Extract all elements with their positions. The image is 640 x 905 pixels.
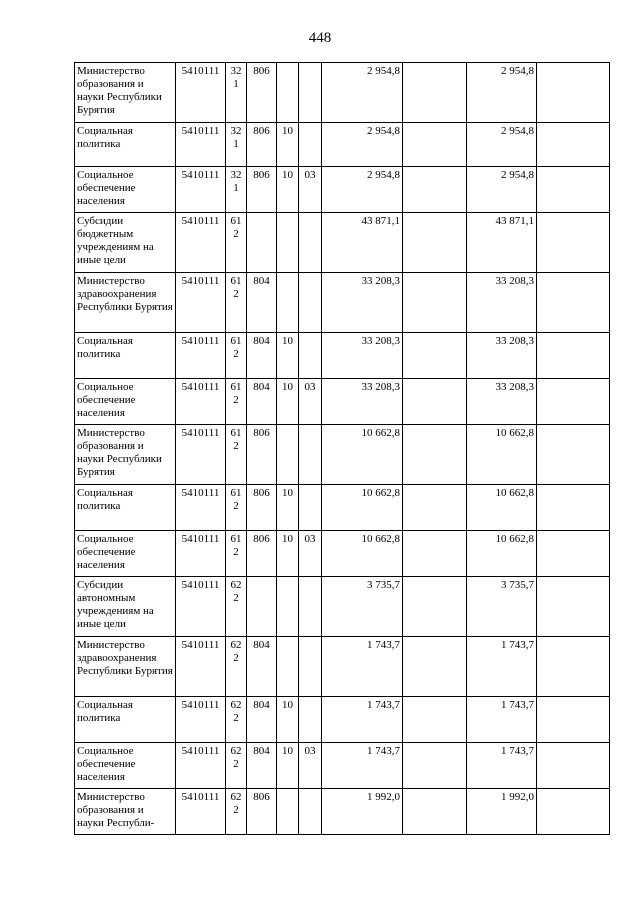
row-amount-4	[537, 333, 610, 379]
row-vr: 622	[226, 697, 247, 743]
row-gr: 806	[247, 167, 277, 213]
row-code: 5410111	[176, 213, 226, 273]
row-gr: 804	[247, 333, 277, 379]
row-gr: 804	[247, 743, 277, 789]
row-rz	[277, 213, 299, 273]
table-row	[75, 485, 610, 531]
row-amount-1: 10 662,8	[322, 485, 403, 531]
row-code: 5410111	[176, 577, 226, 637]
row-gr: 806	[247, 63, 277, 123]
table-row	[75, 577, 610, 637]
row-pr	[299, 273, 322, 333]
row-code: 5410111	[176, 63, 226, 123]
row-code: 5410111	[176, 123, 226, 167]
row-amount-2	[403, 577, 467, 637]
table-row	[75, 531, 610, 577]
table-row	[75, 123, 610, 167]
row-pr: 03	[299, 167, 322, 213]
row-amount-3: 10 662,8	[467, 425, 537, 485]
table-row	[75, 63, 610, 123]
row-vr: 321	[226, 123, 247, 167]
row-amount-1: 33 208,3	[322, 333, 403, 379]
row-amount-4	[537, 123, 610, 167]
row-amount-2	[403, 485, 467, 531]
row-amount-3: 33 208,3	[467, 273, 537, 333]
row-gr: 806	[247, 789, 277, 835]
row-amount-2	[403, 743, 467, 789]
row-amount-2	[403, 697, 467, 743]
row-amount-2	[403, 213, 467, 273]
row-amount-2	[403, 333, 467, 379]
row-pr	[299, 637, 322, 697]
row-rz	[277, 637, 299, 697]
row-rz: 10	[277, 743, 299, 789]
row-vr: 622	[226, 789, 247, 835]
row-pr	[299, 213, 322, 273]
row-pr: 03	[299, 379, 322, 425]
row-vr: 612	[226, 273, 247, 333]
row-amount-4	[537, 379, 610, 425]
page-number: 448	[308, 30, 332, 46]
row-vr: 321	[226, 63, 247, 123]
row-code: 5410111	[176, 379, 226, 425]
row-vr: 321	[226, 167, 247, 213]
row-pr	[299, 577, 322, 637]
row-pr	[299, 485, 322, 531]
row-rz	[277, 273, 299, 333]
row-amount-2	[403, 123, 467, 167]
row-amount-3: 43 871,1	[467, 213, 537, 273]
table-row	[75, 213, 610, 273]
row-vr: 622	[226, 577, 247, 637]
row-rz	[277, 63, 299, 123]
row-code: 5410111	[176, 743, 226, 789]
row-amount-1: 3 735,7	[322, 577, 403, 637]
row-amount-4	[537, 425, 610, 485]
row-code: 5410111	[176, 333, 226, 379]
row-vr: 622	[226, 637, 247, 697]
table-row	[75, 167, 610, 213]
row-name: Социальная политика	[75, 485, 176, 531]
row-name: Социальное обеспечение населения	[75, 167, 176, 213]
row-amount-4	[537, 577, 610, 637]
row-amount-1: 2 954,8	[322, 63, 403, 123]
table-row	[75, 789, 610, 835]
row-pr	[299, 697, 322, 743]
row-amount-1: 43 871,1	[322, 213, 403, 273]
row-amount-4	[537, 789, 610, 835]
row-vr: 612	[226, 333, 247, 379]
row-name: Министерство образования и науки Республи-	[75, 789, 176, 835]
row-rz: 10	[277, 697, 299, 743]
row-amount-3: 2 954,8	[467, 167, 537, 213]
row-amount-3: 10 662,8	[467, 531, 537, 577]
row-pr	[299, 123, 322, 167]
row-amount-3: 1 743,7	[467, 743, 537, 789]
row-amount-4	[537, 167, 610, 213]
row-amount-4	[537, 637, 610, 697]
row-pr	[299, 333, 322, 379]
row-name: Социальная политика	[75, 123, 176, 167]
row-amount-4	[537, 213, 610, 273]
table-row	[75, 379, 610, 425]
row-name: Социальное обеспечение населения	[75, 743, 176, 789]
row-gr: 806	[247, 123, 277, 167]
row-name: Социальная политика	[75, 333, 176, 379]
row-rz: 10	[277, 123, 299, 167]
row-vr: 612	[226, 425, 247, 485]
table-row	[75, 637, 610, 697]
table-row	[75, 333, 610, 379]
row-amount-3: 33 208,3	[467, 333, 537, 379]
row-rz: 10	[277, 333, 299, 379]
row-amount-1: 1 743,7	[322, 637, 403, 697]
row-gr	[247, 577, 277, 637]
table-row	[75, 697, 610, 743]
row-amount-2	[403, 273, 467, 333]
row-rz: 10	[277, 167, 299, 213]
row-amount-4	[537, 273, 610, 333]
row-pr	[299, 425, 322, 485]
table-row	[75, 743, 610, 789]
row-amount-2	[403, 425, 467, 485]
row-vr: 612	[226, 379, 247, 425]
row-amount-3: 3 735,7	[467, 577, 537, 637]
row-gr: 806	[247, 485, 277, 531]
row-amount-3: 1 743,7	[467, 637, 537, 697]
row-name: Субсидии автономным учреждениям на иные цели	[75, 577, 176, 637]
row-gr: 804	[247, 697, 277, 743]
row-gr: 804	[247, 273, 277, 333]
row-code: 5410111	[176, 167, 226, 213]
row-code: 5410111	[176, 485, 226, 531]
row-pr: 03	[299, 743, 322, 789]
row-rz	[277, 577, 299, 637]
row-amount-4	[537, 531, 610, 577]
row-amount-2	[403, 789, 467, 835]
row-code: 5410111	[176, 273, 226, 333]
row-amount-2	[403, 531, 467, 577]
row-amount-3: 33 208,3	[467, 379, 537, 425]
row-amount-1: 1 992,0	[322, 789, 403, 835]
row-rz: 10	[277, 531, 299, 577]
row-gr: 806	[247, 425, 277, 485]
row-amount-2	[403, 379, 467, 425]
row-name: Министерство образования и науки Республики Бурятия	[75, 425, 176, 485]
row-pr	[299, 789, 322, 835]
row-vr: 612	[226, 485, 247, 531]
row-code: 5410111	[176, 425, 226, 485]
row-name: Социальное обеспечение населения	[75, 379, 176, 425]
row-code: 5410111	[176, 531, 226, 577]
row-vr: 612	[226, 213, 247, 273]
row-vr: 612	[226, 531, 247, 577]
row-amount-1: 1 743,7	[322, 697, 403, 743]
row-amount-4	[537, 743, 610, 789]
row-amount-2	[403, 637, 467, 697]
row-amount-4	[537, 485, 610, 531]
row-gr: 806	[247, 531, 277, 577]
row-rz: 10	[277, 485, 299, 531]
row-rz	[277, 425, 299, 485]
row-amount-4	[537, 697, 610, 743]
row-code: 5410111	[176, 789, 226, 835]
row-name: Социальное обеспечение населения	[75, 531, 176, 577]
row-vr: 622	[226, 743, 247, 789]
row-amount-4	[537, 63, 610, 123]
row-rz: 10	[277, 379, 299, 425]
row-name: Министерство образования и науки Республики Бурятия	[75, 63, 176, 123]
row-amount-3: 1 743,7	[467, 697, 537, 743]
row-name: Министерство здравоохранения Республики Бурятия	[75, 273, 176, 333]
row-name: Социальная политика	[75, 697, 176, 743]
row-gr: 804	[247, 637, 277, 697]
row-pr: 03	[299, 531, 322, 577]
row-amount-3: 2 954,8	[467, 123, 537, 167]
row-amount-1: 2 954,8	[322, 123, 403, 167]
row-amount-1: 33 208,3	[322, 379, 403, 425]
row-pr	[299, 63, 322, 123]
row-amount-3: 2 954,8	[467, 63, 537, 123]
row-rz	[277, 789, 299, 835]
budget-table	[74, 62, 610, 835]
row-name: Субсидии бюджетным учреждениям на иные цели	[75, 213, 176, 273]
row-amount-1: 33 208,3	[322, 273, 403, 333]
row-amount-1: 1 743,7	[322, 743, 403, 789]
row-name: Министерство здравоохранения Республики Бурятия	[75, 637, 176, 697]
row-code: 5410111	[176, 697, 226, 743]
row-amount-2	[403, 167, 467, 213]
row-amount-1: 10 662,8	[322, 531, 403, 577]
row-amount-3: 1 992,0	[467, 789, 537, 835]
row-code: 5410111	[176, 637, 226, 697]
row-amount-1: 2 954,8	[322, 167, 403, 213]
row-gr: 804	[247, 379, 277, 425]
row-amount-3: 10 662,8	[467, 485, 537, 531]
table-row	[75, 273, 610, 333]
row-amount-2	[403, 63, 467, 123]
table-row	[75, 425, 610, 485]
row-amount-1: 10 662,8	[322, 425, 403, 485]
row-gr	[247, 213, 277, 273]
